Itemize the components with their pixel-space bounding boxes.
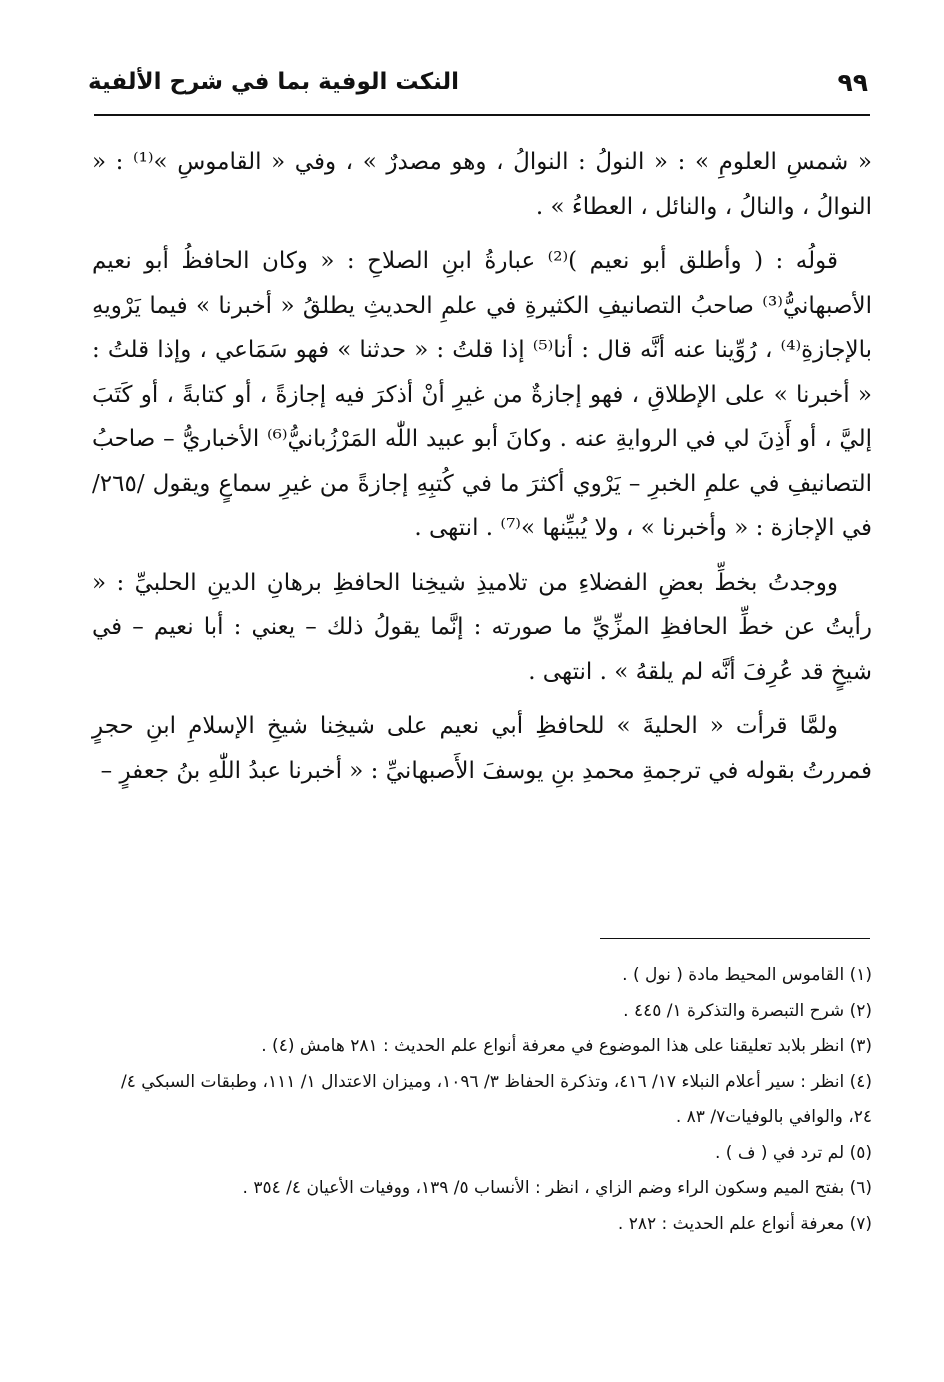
footnote: (٦) بفتح الميم وسكون الراء وضم الزاي ، انظر : الأنساب ٥/ ١٣٩، ووفيات الأعيان ٤/ ٣٥٤ . <box>242 1178 872 1198</box>
running-title: النكت الوفية بما في شرح الألفية <box>88 69 460 95</box>
footnote: (١) القاموس المحيط مادة ( نول ) . <box>622 965 872 985</box>
paragraph: قولُه : ( وأطلق أبو نعيم )⁽²⁾ عبارةُ ابنِ الصلاحِ : « وكان الحافظُ أبو نعيم الأصبهانيُّ⁽³⁾ صاحبُ التصانيفِ الكثيرةِ في علمِ الحديثِ يطلقُ « أخبرنا » فيما يَرْويهِ بالإجازةِ⁽⁴⁾ ، رُوِّينا عنه أنَّه قال : أنا⁽⁵⁾ إذا قلتُ : « حدثنا » فهو سَمَاعي ، وإذا قلتُ : « أخبرنا » على الإطلاقِ ، فهو إجازةٌ من غيرِ أنْ أذكرَ فيه إجازةً ، أو كتابةً ، أو كَتَبَ إليَّ ، أو أَذِنَ لي في الروايةِ عنه . وكانَ أبو عبيد اللّٰه المَرْزُبانيُّ⁽⁶⁾ الأخباريُّ – صاحبُ التصانيفِ في علمِ الخبرِ – يَرْوي أكثرَ ما في كُتبِهِ إجازةً من غيرِ سماعٍ ويقول /٢٦٥/ في الإجازة : « وأخبرنا » ، ولا يُبيِّنها »⁽⁷⁾ . انتهى . <box>92 248 873 541</box>
footnotes <box>96 958 872 1242</box>
footnote: (٥) لم ترد في ( ف ) . <box>714 1142 872 1163</box>
running-header <box>88 62 868 102</box>
paragraph: ولمَّا قرأت « الحليةَ » للحافظِ أبي نعيم على شيخِنا شيخِ الإسلامِ ابنِ حجرٍ فمررتُ بقوله في ترجمةِ محمدِ بنِ يوسفَ الأَصبهانيِّ : « أخبرنا عبدُ اللّٰهِ بنُ جعفرٍ – <box>92 713 872 784</box>
footnote: (٤) انظر : سير أعلام النبلاء ١٧/ ٤١٦، وتذكرة الحفاظ ٣/ ١٠٩٦، وميزان الاعتدال ١/ ١١١، وطبقات السبكي ٤/ ٢٤، والوافي بالوفيات٧/ ٨٣ . <box>121 1071 872 1127</box>
footnote: (٣) انظر بلابد تعليقنا على هذا الموضوع في معرفة أنواع علم الحديث : ٢٨١ هامش (٤) . <box>261 1036 872 1056</box>
header-rule <box>94 114 870 116</box>
footnote: (٢) شرح التبصرة والتذكرة ١/ ٤٤٥ . <box>623 1000 872 1021</box>
paragraph: ووجدتُ بخطِّ بعضِ الفضلاءِ من تلاميذِ شيخِنا الحافظِ برهانِ الدينِ الحلبيِّ : « رأيتُ عن خطِّ الحافظِ المزِّيِّ ما صورته : إنَّما يقولُ ذلك – يعني : أبا نعيم – في شيخٍ قد عُرِفَ أنَّه لم يلقهُ » . انتهى . <box>92 569 872 685</box>
footnote: (٧) معرفة أنواع علم الحديث : ٢٨٢ . <box>617 1213 872 1234</box>
main-text <box>92 140 872 803</box>
page-number: ٩٩ <box>837 67 868 97</box>
paragraph: « شمسِ العلومِ » : « النولُ : النوالُ ، وهو مصدرٌ » ، وفي « القاموسِ »⁽¹⁾ : « النوالُ ، والنالُ ، والنائل ، العطاءُ » . <box>92 149 872 220</box>
footnote-separator <box>600 938 870 939</box>
